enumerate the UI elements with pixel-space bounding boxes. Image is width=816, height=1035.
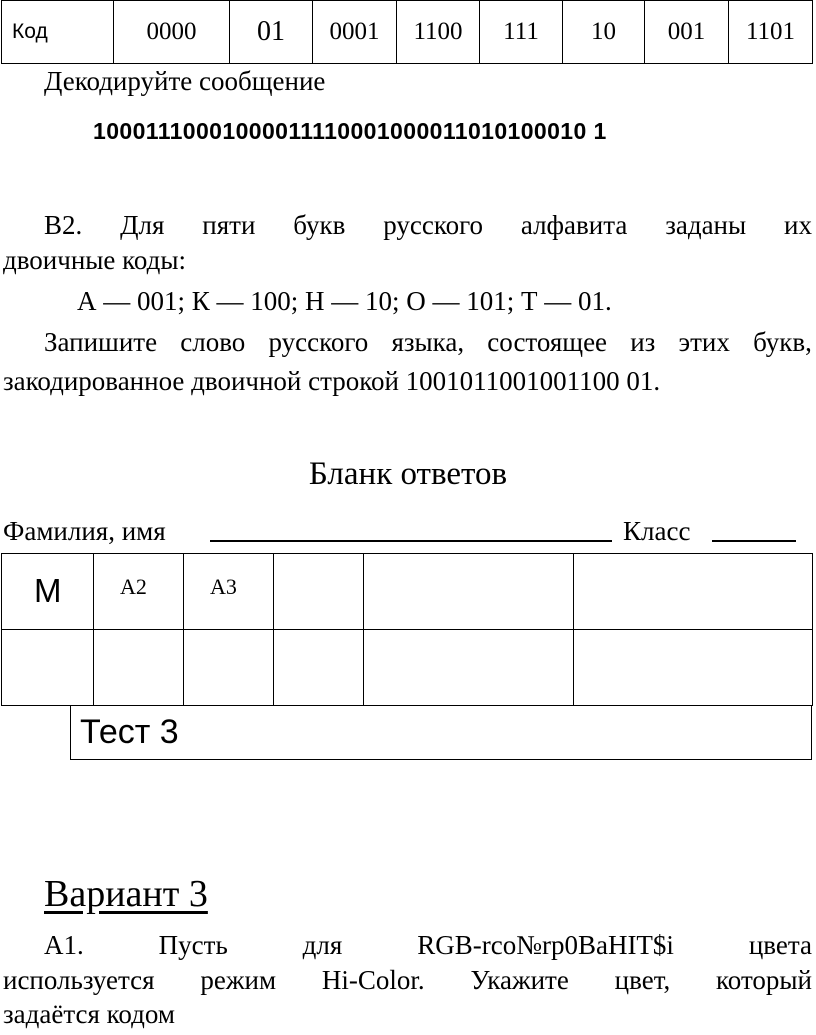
b2-word: слово	[180, 327, 246, 357]
variant-word: А1.	[44, 930, 84, 960]
b2-line-1	[44, 208, 812, 242]
decode-instruction: Декодируйте сообщение	[44, 66, 326, 96]
code-cell: 10	[563, 1, 645, 64]
variant-word: Hi-Color.	[321, 965, 425, 995]
variant-word: используется	[3, 965, 155, 995]
b2-word: Запишите	[44, 327, 158, 357]
code-cell: 01	[230, 1, 313, 64]
b2-word: Для	[120, 210, 165, 240]
b2-word: русского	[383, 210, 483, 240]
answer-row	[2, 630, 813, 706]
code-cell: 001	[645, 1, 729, 64]
binary-message: 10001110001000011110001000011010100010 1	[93, 118, 607, 144]
code-cell: 1100	[397, 1, 480, 64]
answer-header-text: А3	[210, 574, 237, 599]
answer-cell[interactable]	[94, 630, 184, 706]
b2-word: языка,	[391, 327, 465, 357]
test-title-box	[70, 705, 812, 760]
b2-line-2: двоичные коды:	[3, 245, 187, 275]
answer-header-text: А2	[120, 574, 147, 599]
variant-word: цвет,	[614, 965, 671, 995]
b2-word: русского	[268, 327, 369, 357]
b2-codes-line: А — 001; К — 100; Н — 10; О — 101; Т — 01.	[77, 286, 612, 316]
b2-word: букв,	[753, 327, 812, 357]
b2-word: букв	[293, 210, 346, 240]
b2-word: В2.	[44, 210, 83, 240]
answer-cell[interactable]	[184, 630, 274, 706]
answer-table	[1, 553, 813, 706]
variant-word: RGB-rco№rp0BaHIT$i	[417, 930, 674, 960]
answer-header-cell	[274, 554, 364, 630]
b2-word: пяти	[202, 210, 256, 240]
test-title: Тест 3	[80, 713, 179, 751]
b2-word: из	[630, 327, 656, 357]
answer-header-cell	[364, 554, 574, 630]
variant-line-1	[44, 928, 812, 962]
variant-line-3: задаётся кодом	[3, 999, 175, 1029]
variant-title: Вариант 3	[44, 873, 208, 915]
variant-word: Укажите	[470, 965, 569, 995]
variant-word: который	[716, 965, 812, 995]
answer-header-text: М	[34, 572, 62, 609]
surname-field[interactable]	[210, 540, 612, 542]
answer-cell[interactable]	[274, 630, 364, 706]
answer-cell[interactable]	[574, 630, 813, 706]
code-label: Код	[2, 1, 114, 64]
b2-word: их	[784, 210, 812, 240]
code-row	[2, 1, 813, 64]
code-cell: 0000	[114, 1, 230, 64]
b2-word: этих	[678, 327, 730, 357]
code-cell: 0001	[313, 1, 397, 64]
answer-header-cell	[574, 554, 813, 630]
answer-cell[interactable]	[364, 630, 574, 706]
code-table	[1, 0, 813, 64]
variant-word: цвета	[748, 930, 812, 960]
variant-word: для	[302, 930, 343, 960]
answer-header-cell	[94, 554, 184, 630]
b2-line-5: закодированное двоичной строкой 1001011001001100 01.	[3, 366, 661, 396]
class-label: Класс	[623, 516, 691, 546]
b2-word: алфавита	[520, 210, 628, 240]
answer-header-cell	[2, 554, 94, 630]
answer-header-cell	[184, 554, 274, 630]
answer-cell[interactable]	[2, 630, 94, 706]
answer-header-row	[2, 554, 813, 630]
answer-form-title: Бланк ответов	[308, 456, 508, 492]
variant-word: Пусть	[158, 930, 228, 960]
b2-line-4	[44, 325, 812, 359]
surname-label: Фамилия, имя	[3, 516, 166, 546]
code-cell: 111	[480, 1, 563, 64]
variant-word: режим	[200, 965, 277, 995]
b2-word: состоящее	[487, 327, 608, 357]
code-cell: 1101	[729, 1, 813, 64]
class-field[interactable]	[712, 540, 796, 542]
b2-word: заданы	[665, 210, 747, 240]
variant-line-2	[3, 963, 812, 997]
